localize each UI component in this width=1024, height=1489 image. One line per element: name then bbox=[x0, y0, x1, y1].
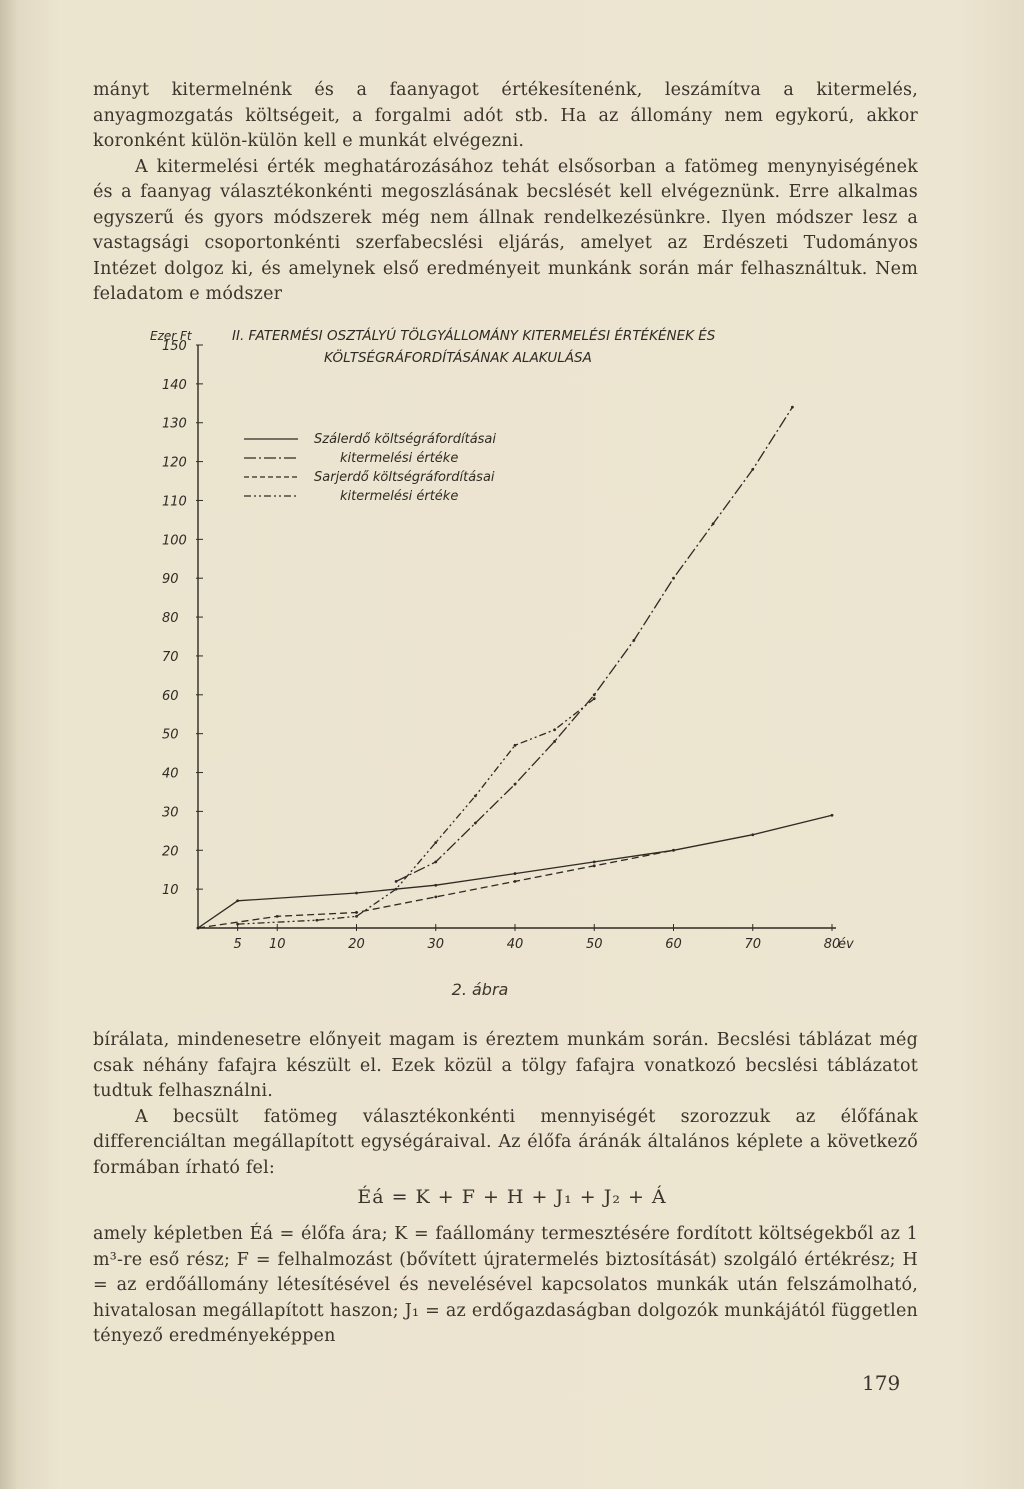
legend-label: Szálerdő költségráfordításai bbox=[314, 432, 497, 447]
chart-title-line-1: II. FATERMÉSI OSZTÁLYÚ TÖLGYÁLLOMÁNY KITERMELÉSI ÉRTÉKÉNEK ÉS bbox=[232, 328, 716, 344]
y-tick-label: 60 bbox=[162, 688, 179, 704]
data-point bbox=[276, 915, 279, 918]
data-point bbox=[751, 468, 754, 471]
legend-label: kitermelési értéke bbox=[340, 451, 459, 466]
price-formula: Éá = K + F + H + J₁ + J₂ + Á bbox=[357, 1186, 667, 1208]
axes bbox=[198, 345, 836, 928]
data-point bbox=[712, 522, 715, 525]
data-point bbox=[434, 884, 437, 887]
data-point bbox=[514, 744, 517, 747]
data-point bbox=[434, 896, 437, 899]
x-tick-label: 50 bbox=[585, 937, 603, 952]
data-point bbox=[593, 864, 596, 867]
y-tick-label: 150 bbox=[162, 339, 187, 354]
x-tick-label: 30 bbox=[427, 937, 445, 952]
y-tick-label: 40 bbox=[162, 766, 179, 782]
chart-title bbox=[232, 326, 716, 366]
y-tick-label: 130 bbox=[162, 416, 187, 432]
data-point bbox=[514, 872, 517, 875]
figure-caption: 2. ábra bbox=[451, 980, 509, 999]
data-point bbox=[672, 577, 675, 580]
data-point bbox=[197, 927, 200, 930]
data-point bbox=[553, 740, 556, 743]
y-tick-label: 90 bbox=[162, 572, 179, 588]
y-tick-label: 100 bbox=[162, 533, 187, 549]
data-point bbox=[395, 888, 398, 891]
x-tick-label: 70 bbox=[744, 937, 762, 952]
series-line-4 bbox=[238, 699, 595, 924]
x-tick-label: 10 bbox=[268, 937, 286, 952]
y-tick-label: 120 bbox=[162, 455, 187, 471]
series-line-1 bbox=[198, 815, 832, 928]
text-block-formula-explanation bbox=[93, 1222, 918, 1350]
paragraph: A becsült fatömeg választékonkénti mennyiségét szorozzuk az élőfának differenciáltan megállapított egységáraival. Az élőfa áránák általános képlete a következő formában írható fel: bbox=[93, 1106, 918, 1178]
paragraph: A kitermelési érték meghatározásához tehát elsősorban a fatömeg menynyiségének és a faanyag választékonkénti megoszlásának becslését kell elvégeznünk. Erre alkalmas egyszerű és gyors módszerek még nem állnak rendelkezésünkre. Ilyen módszer lesz a vastagsági csoportonkénti szerfabecslési eljárás, amelyet az Erdészeti Tudományos Intézet dolgoz ki, és amelynek első eredményeit munkánk során már felhasználtuk. Nem feladatom e módszer bbox=[93, 156, 918, 304]
data-point bbox=[236, 899, 239, 902]
data-point bbox=[395, 880, 398, 883]
data-point bbox=[593, 697, 596, 700]
chart-title-line-2: KÖLTSÉGRÁFORDÍTÁSÁNAK ALAKULÁSA bbox=[324, 350, 592, 366]
x-tick-label: 80 bbox=[823, 937, 841, 952]
legend-label: Sarjerdő költségráfordításai bbox=[314, 470, 495, 485]
data-point bbox=[791, 406, 794, 409]
data-point bbox=[474, 822, 477, 825]
data-point bbox=[434, 841, 437, 844]
x-tick-label: 60 bbox=[665, 937, 682, 952]
data-point bbox=[355, 915, 358, 918]
y-tick-label: 50 bbox=[162, 727, 179, 743]
x-tick-label: 5 bbox=[233, 937, 242, 952]
series-lines bbox=[197, 406, 834, 930]
x-axis-unit: év bbox=[838, 937, 854, 952]
data-point bbox=[514, 880, 517, 883]
y-tick-label: 20 bbox=[162, 844, 179, 860]
y-tick-label: 110 bbox=[162, 494, 187, 510]
data-point bbox=[236, 923, 239, 926]
data-point bbox=[593, 693, 596, 696]
paragraph-continuation: bírálata, mindenesetre előnyeit magam is éreztem munkám során. Becslési táblázat még csak néhány fafajra készült el. Ezek közül a tölgy fafajra vonatkozó becslési táblázatot tudtuk felhasználni. bbox=[93, 1030, 918, 1101]
text-block-bottom bbox=[93, 1028, 918, 1181]
y-tick-label: 70 bbox=[162, 649, 179, 665]
page-number: 179 bbox=[862, 1371, 901, 1395]
x-tick-label: 20 bbox=[348, 937, 365, 952]
paragraph: amely képletben Éá = élőfa ára; K = faállomány termesztésére fordított költségekből az 1 m³-re eső rész; F = felhalmozást (bővített újratermelés biztosítását) szolgáló értékrész; H = az erdőállomány létesítésével és nevelésével kapcsolatos munkák után felszámolható, hivatalosan megállapított haszon; J₁ = az erdőgazdaságban dolgozók munkájától független tényező eredményeképpen bbox=[93, 1224, 918, 1346]
data-point bbox=[593, 861, 596, 864]
data-point bbox=[355, 911, 358, 914]
paragraph-continuation: mányt kitermelnénk és a faanyagot értékesítenénk, leszámítva a kitermelés, anyagmozgatás költségeit, a forgalmi adót stb. Ha az állomány nem egykorú, akkor koronként külön-külön kell e munkát elvégezni. bbox=[93, 80, 918, 151]
y-tick-label: 10 bbox=[162, 883, 179, 899]
y-tick-label: 30 bbox=[162, 805, 179, 821]
legend-label: kitermelési értéke bbox=[340, 489, 459, 504]
x-tick-label: 40 bbox=[506, 937, 524, 952]
y-axis-ticks bbox=[162, 339, 203, 898]
data-point bbox=[434, 861, 437, 864]
data-point bbox=[632, 639, 635, 642]
legend bbox=[244, 432, 496, 504]
data-point bbox=[672, 849, 675, 852]
data-point bbox=[315, 919, 318, 922]
data-point bbox=[474, 794, 477, 797]
data-point bbox=[514, 783, 517, 786]
data-point bbox=[831, 814, 834, 817]
y-tick-label: 140 bbox=[162, 377, 187, 393]
y-tick-label: 80 bbox=[162, 611, 179, 627]
data-point bbox=[355, 892, 358, 895]
data-point bbox=[553, 728, 556, 731]
data-point bbox=[751, 833, 754, 836]
y-axis-unit: Ezer Ft bbox=[150, 329, 192, 343]
